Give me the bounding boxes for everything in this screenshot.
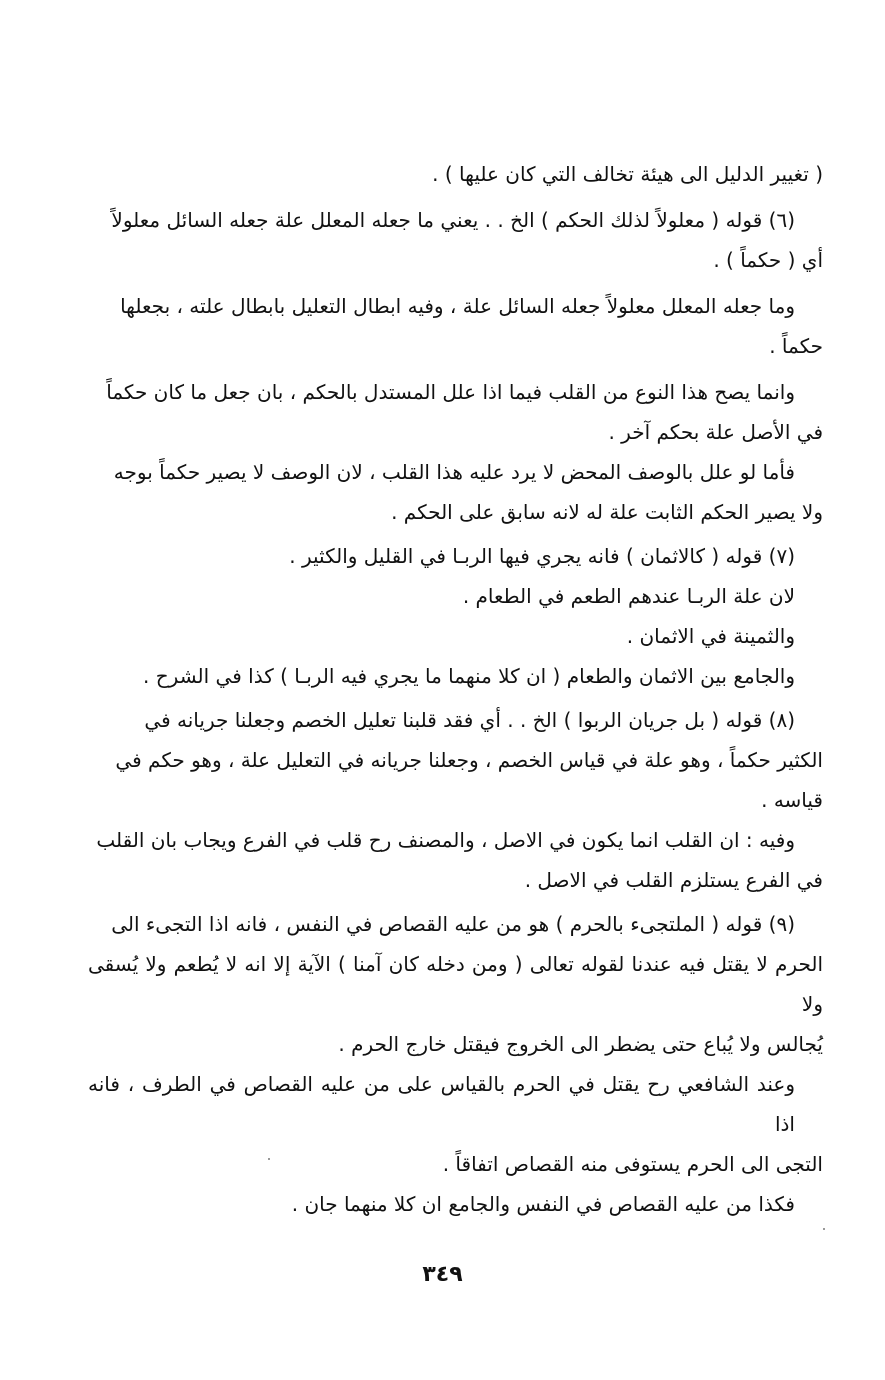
scan-speck (823, 1228, 825, 1230)
paragraph-line: وما جعله المعلل معلولاً جعله السائل علة ، وفيه ابطال التعليل بابطال علته ، بجعلها (120, 294, 795, 318)
paragraph-line: في الفرع يستلزم القلب في الاصل . (524, 868, 823, 892)
note-9-line-1: (٩) قوله ( الملتجىء بالحرم ) هو من عليه القصاص في النفس ، فانه اذا التجىء الى (111, 912, 795, 936)
paragraph-line: حكماً . (769, 334, 823, 358)
body-text (88, 154, 823, 1224)
text-line-1: ( تغيير الدليل الى هيئة تخالف التي كان عليها ) . (432, 162, 823, 186)
page-number: ٣٤٩ (422, 1262, 463, 1287)
note-6-line-2: أي ( حكماً ) . (713, 248, 823, 272)
scan-speck (268, 1158, 270, 1160)
note-7-line-2: لان علة الربـا عندهم الطعم في الطعام . (462, 584, 795, 608)
paragraph-line: التجى الى الحرم يستوفى منه القصاص اتفاقاً . (442, 1152, 823, 1176)
paragraph-line: في الأصل علة بحكم آخر . (608, 420, 823, 444)
note-6-line-1: (٦) قوله ( معلولاً لذلك الحكم ) الخ . . يعني ما جعله المعلل علة جعله السائل معلولاً (111, 208, 795, 232)
paragraph-line: فكذا من عليه القصاص في النفس والجامع ان كلا منهما جان . (291, 1192, 795, 1216)
note-9-line-3: يُجالس ولا يُباع حتى يضطر الى الخروج فيقتل خارج الحرم . (338, 1032, 823, 1056)
paragraph-line: ولا يصير الحكم الثابت علة له لانه سابق على الحكم . (391, 500, 823, 524)
note-7-line-1: (٧) قوله ( كالاثمان ) فانه يجري فيها الربـا في القليل والكثير . (289, 544, 795, 568)
paragraph-line: فأما لو علل بالوصف المحض لا يرد عليه هذا القلب ، لان الوصف لا يصير حكماً بوجه (113, 460, 795, 484)
note-9-line-2: الحرم لا يقتل فيه عندنا لقوله تعالى ( ومن دخله كان آمنا ) الآية إلا انه لا يُطعم ولا يُسقى ولا (88, 952, 823, 1016)
note-8-line-3: قياسه . (761, 788, 823, 812)
paragraph-line: وعند الشافعي رح يقتل في الحرم بالقياس على من عليه القصاص في الطرف ، فانه اذا (88, 1072, 795, 1136)
paragraph-line: والجامع بين الاثمان والطعام ( ان كلا منهما ما يجري فيه الربـا ) كذا في الشرح . (143, 664, 795, 688)
note-8-line-1: (٨) قوله ( بل جريان الربوا ) الخ . . أي فقد قلبنا تعليل الخصم وجعلنا جريانه في (144, 708, 795, 732)
note-8-line-2: الكثير حكماً ، وهو علة في قياس الخصم ، وجعلنا جريانه في التعليل علة ، وهو حكم في (115, 748, 823, 772)
paragraph-line: وفيه : ان القلب انما يكون في الاصل ، والمصنف رح قلب في الفرع ويجاب بان القلب (96, 828, 795, 852)
note-7-line-3: والثمينة في الاثمان . (626, 624, 795, 648)
paragraph-line: وانما يصح هذا النوع من القلب فيما اذا علل المستدل بالحكم ، بان جعل ما كان حكماً (106, 380, 795, 404)
